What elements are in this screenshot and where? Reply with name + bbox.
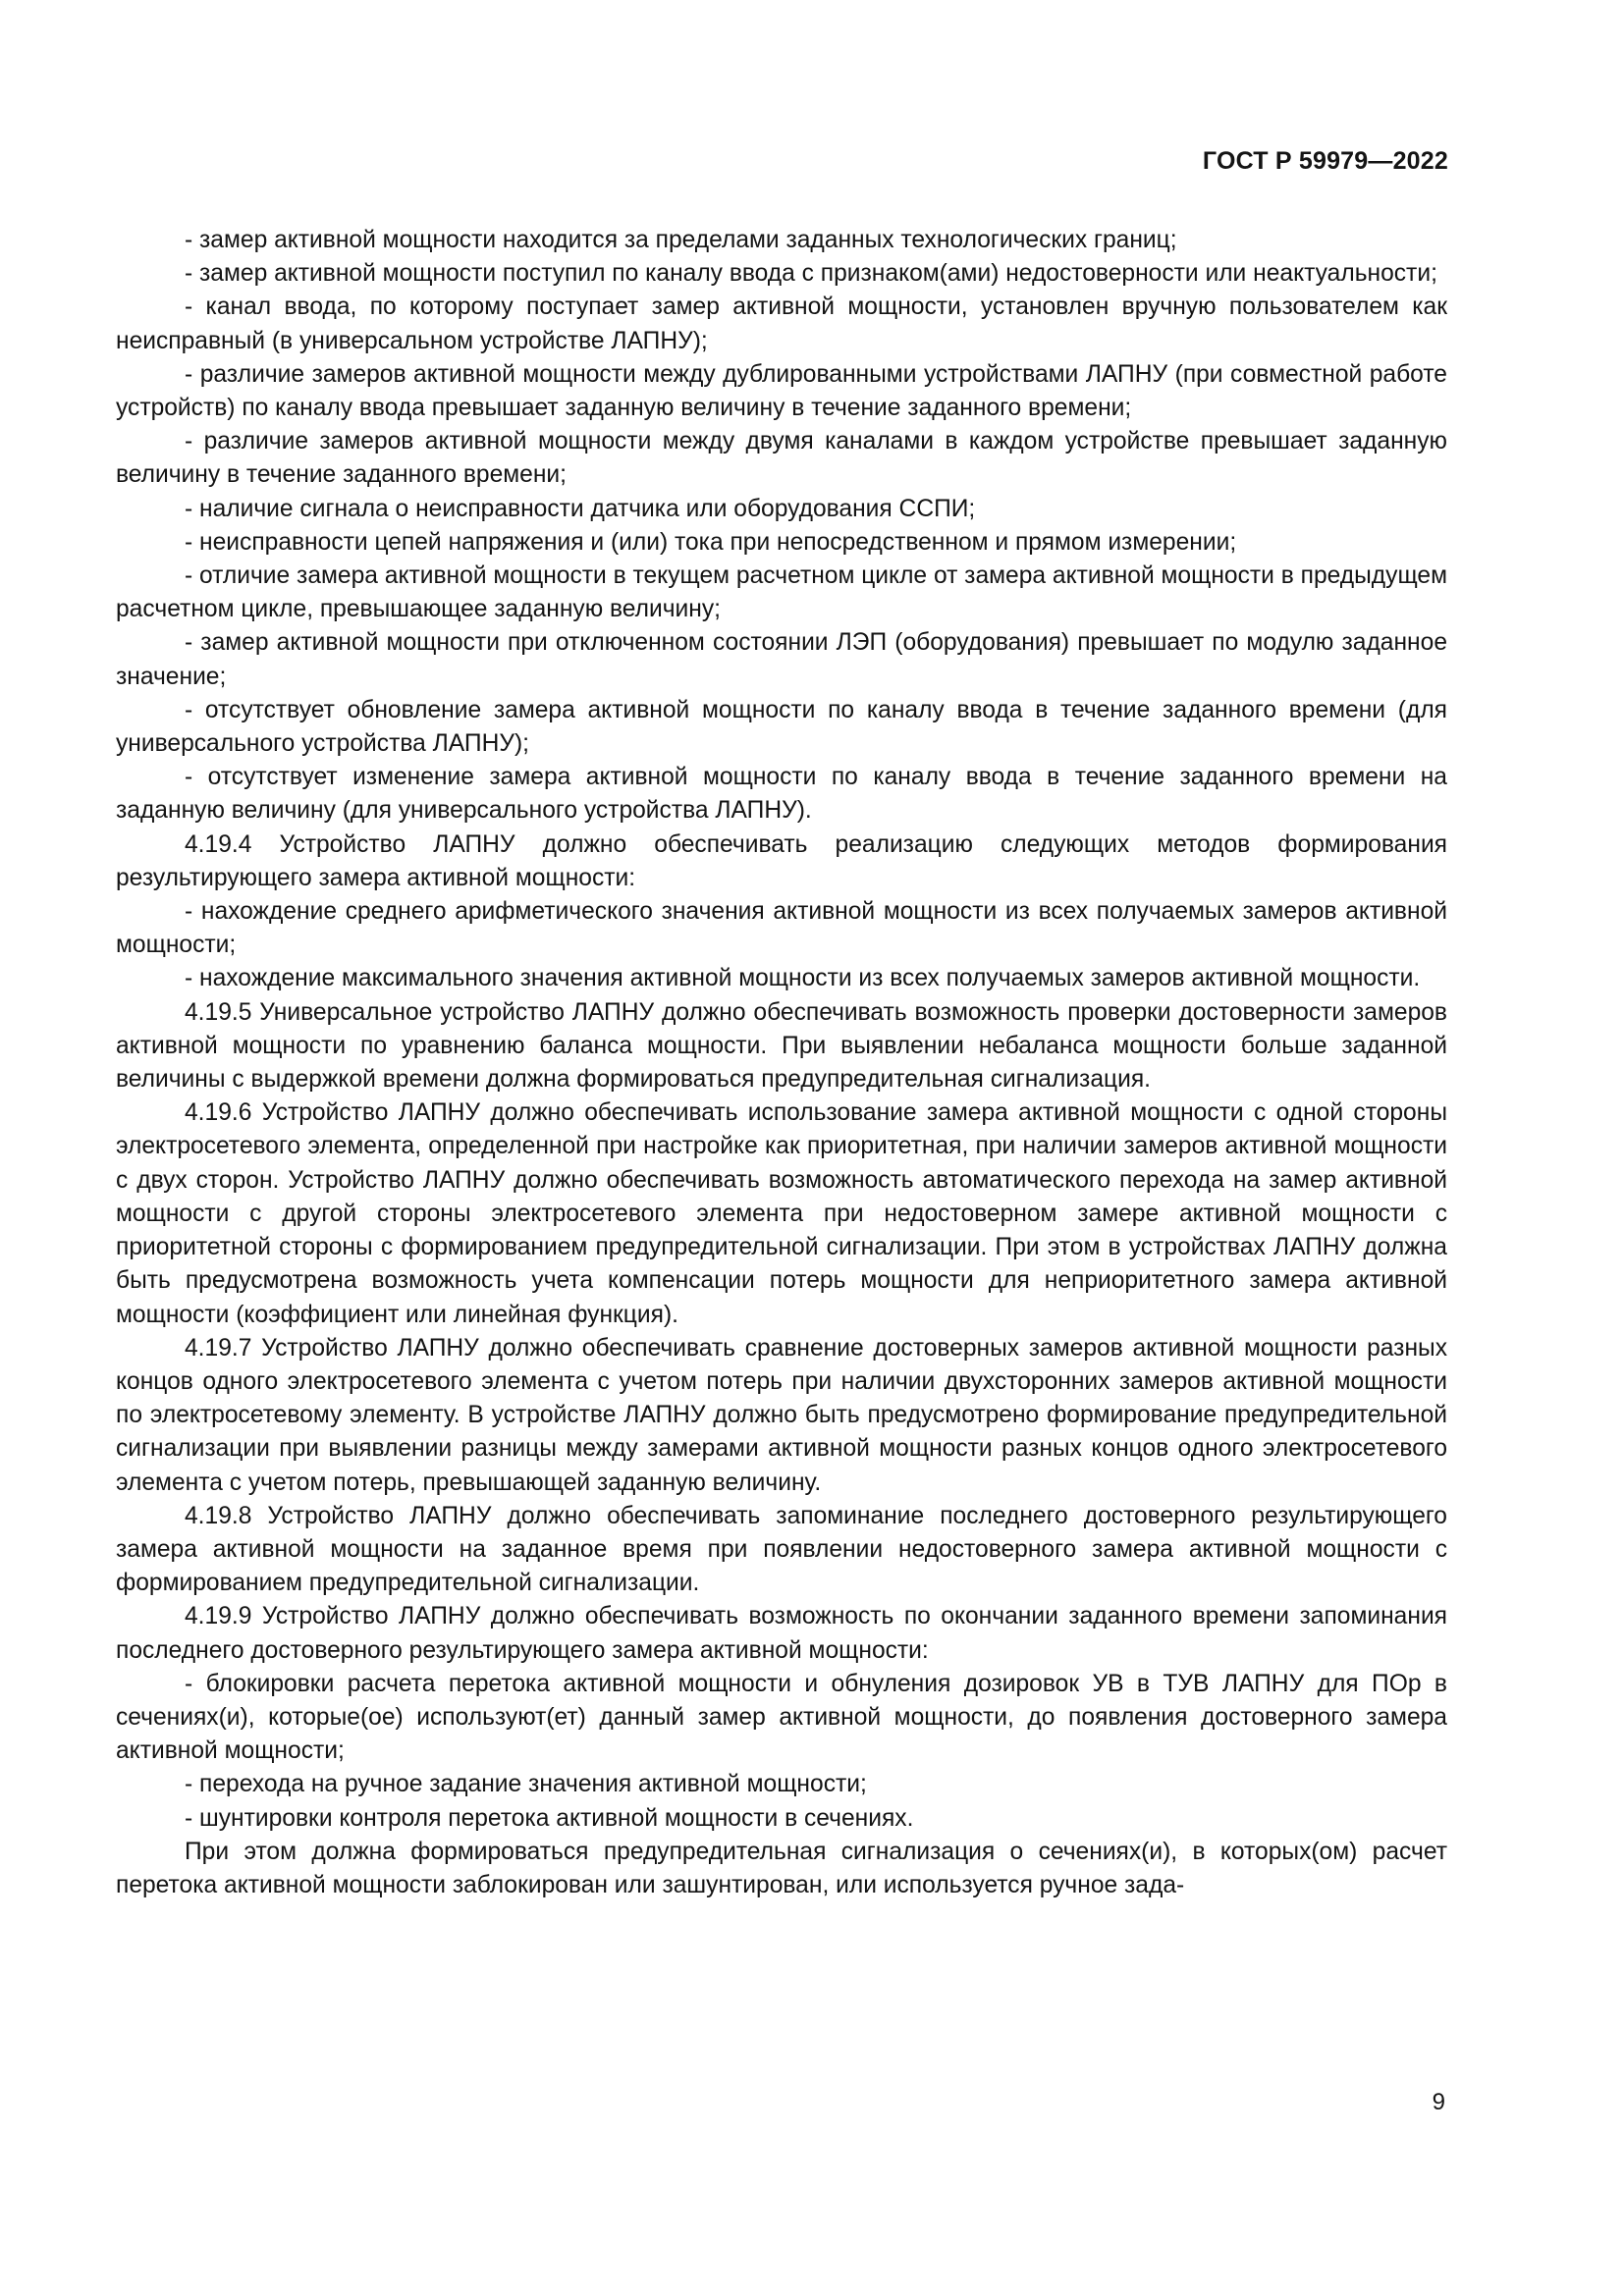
paragraph: При этом должна формироваться предупредительная сигнализация о сечениях(и), в которых(ом) расчет перетока активной мощности заблокирован или зашунтирован, или используется ручное зада-	[116, 1838, 1447, 1898]
paragraph: - отсутствует изменение замера активной мощности по каналу ввода в течение заданного времени на заданную величину (для универсального устройства ЛАПНУ).	[116, 764, 1447, 825]
paragraph: 4.19.6 Устройство ЛАПНУ должно обеспечивать использование замера активной мощности с одной стороны электросетевого элемента, определенной при настройке как приоритетная, при наличии замеров активной мощности с двух сторон. Устройство ЛАПНУ должно обеспечивать возможность автоматического перехода на замер активной мощности с другой стороны электросетевого элемента при недостоверном замере активной мощности с приоритетной стороны с формированием предупредительной сигнализации. При этом в устройствах ЛАПНУ должна быть предусмотрена возможность учета компенсации потерь мощности для неприоритетного замера активной мощности (коэффициент или линейная функция).	[116, 1099, 1447, 1328]
paragraph: - нахождение максимального значения активной мощности из всех получаемых замеров активной мощности.	[185, 965, 1421, 992]
paragraph: - замер активной мощности при отключенном состоянии ЛЭП (оборудования) превышает по модулю заданное значение;	[116, 629, 1447, 690]
paragraph: - неисправности цепей напряжения и (или) тока при непосредственном и прямом измерении;	[185, 528, 1237, 556]
paragraph: - замер активной мощности поступил по каналу ввода с признаком(ами) недостоверности или неактуальности;	[185, 260, 1437, 288]
paragraph: - нахождение среднего арифметического значения активной мощности из всех получаемых замеров активной мощности;	[116, 898, 1447, 959]
paragraph: 4.19.9 Устройство ЛАПНУ должно обеспечивать возможность по окончании заданного времени запоминания последнего достоверного результирующего замера активной мощности:	[116, 1603, 1447, 1664]
paragraph: - шунтировки контроля перетока активной мощности в сечениях.	[185, 1804, 914, 1832]
paragraph: 4.19.5 Универсальное устройство ЛАПНУ должно обеспечивать возможность проверки достоверности замеров активной мощности по уравнению баланса мощности. При выявлении небаланса мощности больше заданной величины с выдержкой времени должна формироваться предупредительная сигнализация.	[116, 998, 1447, 1094]
paragraph: - замер активной мощности находится за пределами заданных технологических границ;	[185, 227, 1177, 253]
paragraph: - канал ввода, по которому поступает замер активной мощности, установлен вручную пользователем как неисправный (в универсальном устройстве ЛАПНУ);	[116, 294, 1447, 354]
paragraph: - блокировки расчета перетока активной мощности и обнуления дозировок УВ в ТУВ ЛАПНУ для ПОр в сечениях(и), которые(ое) используют(ет) данный замер активной мощности, до появления достоверного замера активной мощности;	[116, 1670, 1447, 1765]
standard-header: ГОСТ Р 59979—2022	[1202, 147, 1448, 175]
paragraph: - различие замеров активной мощности между двумя каналами в каждом устройстве превышает заданную величину в течение заданного времени;	[116, 428, 1447, 489]
paragraph: 4.19.7 Устройство ЛАПНУ должно обеспечивать сравнение достоверных замеров активной мощности разных концов одного электросетевого элемента с учетом потерь при наличии двухсторонних замеров активной мощности по электросетевому элементу. В устройстве ЛАПНУ должно быть предусмотрено формирование предупредительной сигнализации при выявлении разницы между замерами активной мощности разных концов одного электросетевого элемента с учетом потерь, превышающей заданную величину.	[116, 1334, 1447, 1496]
paragraph: - отсутствует обновление замера активной мощности по каналу ввода в течение заданного времени (для универсального устройства ЛАПНУ);	[116, 696, 1447, 758]
paragraph: 4.19.4 Устройство ЛАПНУ должно обеспечивать реализацию следующих методов формирования результирующего замера активной мощности:	[116, 830, 1447, 891]
paragraph: - наличие сигнала о неисправности датчика или оборудования ССПИ;	[185, 495, 976, 522]
paragraph: - отличие замера активной мощности в текущем расчетном цикле от замера активной мощности в предыдущем расчетном цикле, превышающее заданную величину;	[116, 562, 1447, 623]
paragraph: - различие замеров активной мощности между дублированными устройствами ЛАПНУ (при совместной работе устройств) по каналу ввода превышает заданную величину в течение заданного времени;	[116, 360, 1447, 422]
body-text	[116, 224, 1447, 1902]
paragraph: 4.19.8 Устройство ЛАПНУ должно обеспечивать запоминание последнего достоверного результирующего замера активной мощности на заданное время при появлении недостоверного замера активной мощности с формированием предупредительной сигнализации.	[116, 1502, 1447, 1597]
paragraph: - перехода на ручное задание значения активной мощности;	[185, 1771, 867, 1798]
page-number: 9	[1432, 2089, 1445, 2115]
